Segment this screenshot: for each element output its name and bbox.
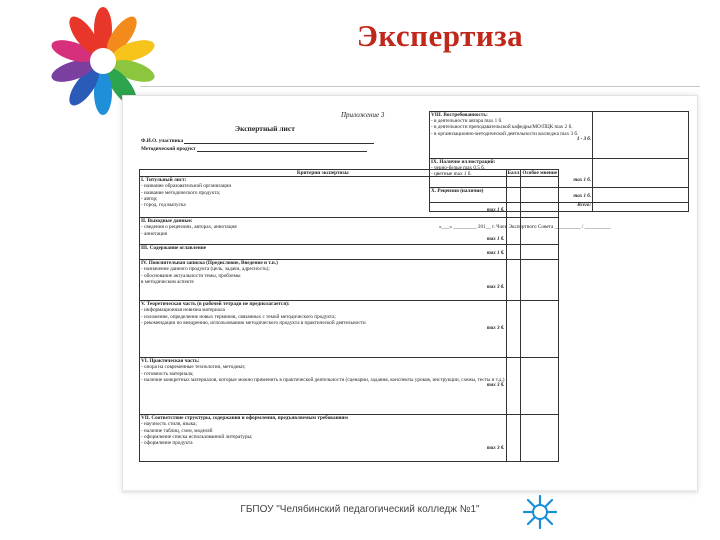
table-header: Особое мнение [522,170,558,176]
criteria-head: III. Содержание оглавление [141,245,206,252]
total-label: Всего: [577,203,591,208]
score-cell [593,203,689,212]
criteria-line: - черно-белые max 0,5 б. [431,165,486,172]
criteria-line: - автор; [141,195,158,202]
criteria-line: - наличие таблиц, схем, моделей [141,427,213,434]
criteria-line: - оформление списка использованной литературы; [141,433,253,440]
fio-label: Ф.И.О. участника [141,138,184,144]
criteria-line: в методическом аспекте [141,278,194,285]
snowflake-burst-icon [520,492,560,532]
opinion-cell [521,358,559,415]
table-row [430,188,689,203]
table-row [140,358,559,415]
criteria-line: - в деятельности автора max 1 б. [431,118,503,125]
opinion-cell [521,218,559,245]
criteria-cell [430,188,593,203]
total-cell [430,203,593,212]
document-title: Экспертный лист [235,124,295,133]
score-cell [593,112,689,159]
criteria-line: - в организационно-методической деятельности колледжа max 3 б. [431,130,579,137]
criteria-head: II. Выходные данные: [141,218,193,225]
criteria-line: - в деятельности преподавательской кафедры/МО/ПЦК max 2 б. [431,124,573,131]
criteria-line: - название образовательной организации [141,183,232,190]
criteria-head: VII. Соответствие структуры, содержания и оформления, предъявляемым требованиям [141,415,348,422]
criteria-head: I. Титульный лист: [141,177,187,184]
criteria-line: - изложение, определение новых терминов, связанных с темой методического продукта; [141,313,336,320]
opinion-cell [521,301,559,358]
criteria-head: IX. Наличие иллюстраций: [431,159,496,165]
criteria-line: - название методического продукта; [141,189,221,196]
table-row [140,218,559,245]
criteria-cell [140,260,507,301]
criteria-head: VIII. Востребованность: [431,112,488,118]
criteria-cell [430,112,593,159]
criteria-head: X. Рецензия (наличие) [431,188,484,194]
fio-blank [184,138,374,144]
footer-text: ГБПОУ "Челябинский педагогический колледж №1" [240,504,480,515]
table-row [140,245,559,260]
criteria-line: - опора на современные технологии, методики; [141,364,246,371]
score-cell [506,260,521,301]
criteria-max: max 3 б. [486,383,505,389]
criteria-table [139,169,559,462]
criteria-line: - цветные max 1 б. [431,171,472,178]
table-row [140,260,559,301]
table-row [430,159,689,188]
criteria-max: max 3 б. [486,285,505,291]
criteria-max: max 1 б. [486,251,505,257]
score-cell [593,159,689,188]
footer-divider [122,490,696,493]
criteria-line: - научность стиля, языка; [141,421,197,428]
criteria-max: 1 - 3 б. [576,136,591,142]
score-cell [506,415,521,462]
score-cell [506,218,521,245]
criteria-line: - информационная новизна материала [141,307,225,314]
opinion-cell [521,245,559,260]
criteria-head: VI. Практическая часть: [141,358,200,365]
opinion-cell [521,260,559,301]
criteria-cell [140,245,507,260]
criteria-line: - готовность материала; [141,370,194,377]
criteria-line: - сведения о рецензиях, авторах, аннотация [141,224,237,231]
criteria-cell [140,301,507,358]
criteria-max: max 1 б. [486,236,505,242]
criteria-line: - назначение данного продукта (цель, задачи, адресность); [141,266,270,273]
criteria-line: - рекомендации по внедрению, использованию методического продукта в практической деятельности [141,319,366,326]
table-header: Критерии экспертизы [140,170,507,177]
criteria-max: max 1 б. [486,208,505,214]
product-blank [197,146,367,152]
criteria-max: max 1 б. [573,177,591,183]
criteria-line: - наличие конкретных материалов, которые можно применить в практической деятельности (сценарии, задания, конспекты уроков, инструкции, схемы, тесты и т.д.) [141,376,505,383]
criteria-line: - обоснование актуальности темы, проблемы [141,272,241,279]
criteria-line: - оформление продукта [141,440,193,447]
table-row [140,415,559,462]
fio-line [141,138,401,144]
criteria-cell [140,415,507,462]
slide-title: Экспертиза [356,18,524,53]
criteria-head: IV. Пояснительная записка (Предисловие, Введение и т.п.) [141,260,278,267]
opinion-cell [521,415,559,462]
scanned-document [122,95,698,492]
criteria-line: - город, год выпуска [141,202,186,209]
score-cell [506,358,521,415]
product-label: Методический продукт [141,146,196,152]
criteria-max: max 3 б. [486,446,505,452]
criteria-cell [140,218,507,245]
criteria-max: max 3 б. [486,326,505,332]
criteria-cell [140,358,507,415]
score-cell [593,188,689,203]
signature-date-line: «___» _________ 201__ г. Член Экспертного Совета __________ / __________ [439,224,611,230]
criteria-head: V. Теоретическая часть (в рабочей тетради не предполагается): [141,301,290,308]
table-header: Балл [507,170,520,176]
score-cell [506,301,521,358]
additional-criteria-table [429,111,689,212]
criteria-max: max 1 б. [573,194,591,200]
product-line [141,146,401,152]
title-divider [140,86,700,87]
criteria-line: - аннотация [141,230,167,237]
table-row [430,112,689,159]
score-cell [506,245,521,260]
table-row [140,301,559,358]
table-row [430,203,689,212]
criteria-cell [430,159,593,188]
appendix-label: Приложение 3 [341,111,385,119]
